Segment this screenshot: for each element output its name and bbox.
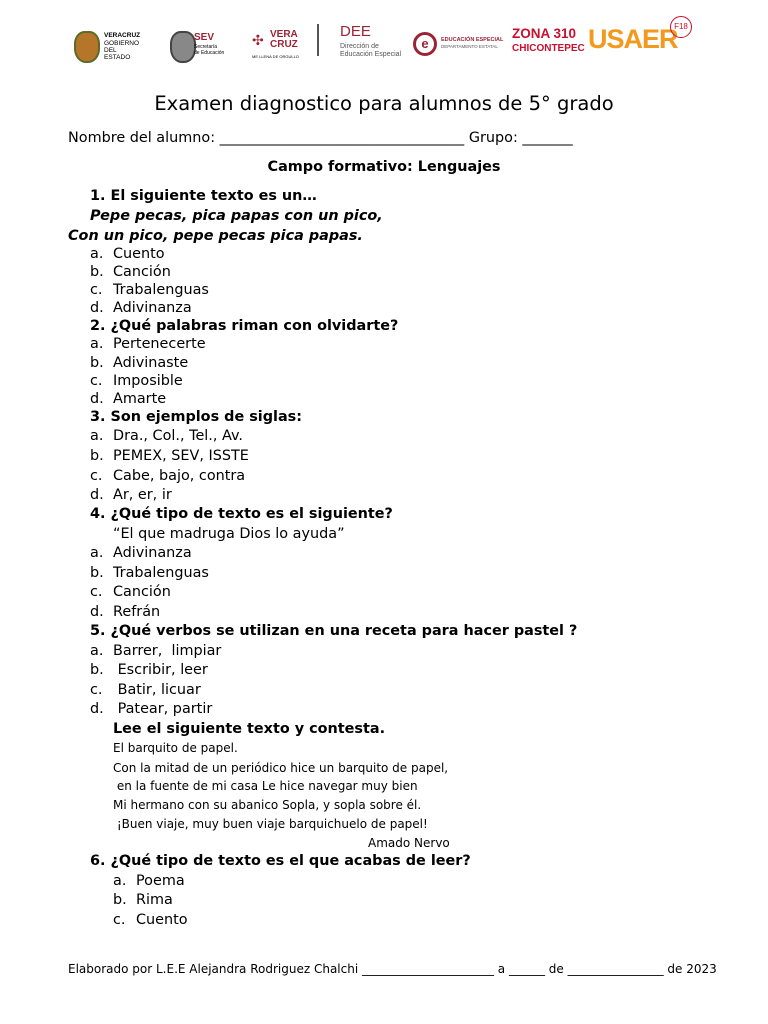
poem-line-5: ¡Buen viaje, muy buen viaje barquichuelo de papel!: [113, 817, 428, 831]
dee-title: DEE: [340, 23, 371, 40]
question-6: 6. ¿Qué tipo de texto es el que acabas de leer?: [90, 853, 471, 869]
option-letter: c.: [90, 682, 103, 698]
usaer-logo: [588, 16, 694, 62]
page-title: Examen diagnostico para alumnos de 5° grado: [154, 92, 614, 115]
vera-cruz-logo: [252, 28, 302, 64]
q4-option-a[interactable]: [90, 545, 192, 561]
veracruz-seal-icon: [74, 31, 100, 63]
option-text: Trabalenguas: [113, 565, 209, 581]
option-letter: b.: [90, 264, 104, 280]
zona-line2: CHICONTEPEC: [512, 43, 585, 54]
dee-line2: Educación Especial: [340, 51, 402, 58]
option-letter: b.: [113, 892, 127, 908]
poem-line-2: Con la mitad de un periódico hice un barquito de papel,: [113, 761, 449, 775]
q1-option-a[interactable]: [90, 246, 165, 262]
option-text: Barrer, limpiar: [113, 643, 222, 659]
ee-line1: EDUCACIÓN ESPECIAL: [441, 37, 504, 43]
zona-line1: ZONA 310: [512, 26, 577, 41]
campo-formativo: Campo formativo: Lenguajes: [267, 159, 501, 175]
option-text: Amarte: [113, 391, 167, 407]
q6-option-a[interactable]: [113, 873, 185, 889]
sev-line2: de Educación: [194, 50, 225, 56]
q2-option-d[interactable]: [90, 391, 166, 407]
q3-option-a[interactable]: [90, 428, 243, 444]
zona-logo: [511, 26, 587, 58]
cross-icon: ✣: [252, 33, 264, 49]
option-text: PEMEX, SEV, ISSTE: [113, 448, 249, 464]
option-text: Escribir, leer: [113, 662, 208, 678]
q3-option-c[interactable]: [90, 468, 245, 484]
option-letter: b.: [90, 565, 104, 581]
question-3: 3. Son ejemplos de siglas:: [90, 409, 302, 425]
q1-verse-2: Con un pico, pepe pecas pica papas.: [68, 228, 363, 244]
option-letter: d.: [90, 701, 104, 717]
option-letter: a.: [113, 873, 127, 889]
question-1: 1. El siguiente texto es un…: [90, 188, 317, 204]
ee-emblem-icon: e: [413, 32, 437, 56]
option-text: Canción: [113, 584, 171, 600]
sev-title: SEV: [194, 32, 215, 43]
poem-author: Amado Nervo: [368, 836, 450, 850]
question-4: 4. ¿Qué tipo de texto es el siguiente?: [90, 506, 393, 522]
option-letter: a.: [90, 643, 104, 659]
q3-option-b[interactable]: [90, 448, 249, 464]
q1-option-c[interactable]: [90, 282, 209, 298]
sev-line1: Secretaría: [194, 44, 218, 50]
usaer-text: USAER: [588, 24, 678, 54]
educacion-especial-logo: [413, 32, 507, 58]
veracruz-logo: [74, 28, 144, 62]
dee-line1: Dirección de: [340, 43, 379, 50]
veracruz-line3: DEL ESTADO: [104, 47, 131, 61]
option-text: Canción: [113, 264, 171, 280]
sev-seal-icon: [170, 31, 196, 63]
q2-option-c[interactable]: [90, 373, 183, 389]
poem-line-1: El barquito de papel.: [113, 741, 238, 755]
vera-line1: VERA: [270, 29, 298, 40]
option-text: Ar, er, ir: [113, 487, 172, 503]
q2-option-a[interactable]: [90, 336, 206, 352]
ee-line2: DEPARTAMENTO ESTATAL: [441, 44, 498, 49]
option-letter: b.: [90, 448, 104, 464]
option-letter: a.: [90, 428, 104, 444]
option-text: Cuento: [113, 246, 165, 262]
q1-verse-1: Pepe pecas, pica papas con un pico,: [90, 208, 383, 224]
option-letter: a.: [90, 545, 104, 561]
footer-credits: Elaborado por L.E.E Alejandra Rodriguez Chalchi ______________________ a ______ de ________________ de 2023: [68, 962, 717, 976]
option-text: Adivinanza: [113, 300, 192, 316]
option-letter: c.: [90, 584, 103, 600]
option-letter: c.: [113, 912, 126, 928]
option-text: Cuento: [136, 912, 188, 928]
question-2: 2. ¿Qué palabras riman con olvidarte?: [90, 318, 399, 334]
option-letter: d.: [90, 391, 104, 407]
veracruz-line2: GOBIERNO: [104, 40, 140, 47]
option-text: Refrán: [113, 604, 161, 620]
q5-option-d[interactable]: [90, 701, 212, 717]
q4-option-d[interactable]: [90, 604, 160, 620]
option-text: Trabalenguas: [113, 282, 209, 298]
vera-line2: CRUZ: [270, 39, 298, 50]
q1-option-b[interactable]: [90, 264, 171, 280]
q6-option-b[interactable]: [113, 892, 173, 908]
option-text: Poema: [136, 873, 185, 889]
option-letter: b.: [90, 355, 104, 371]
q5-option-a[interactable]: [90, 643, 221, 659]
dee-logo: [340, 24, 412, 62]
sev-logo: [170, 28, 230, 62]
option-text: Adivinanza: [113, 545, 192, 561]
option-letter: d.: [90, 604, 104, 620]
q1-option-d[interactable]: [90, 300, 192, 316]
q2-option-b[interactable]: [90, 355, 188, 371]
q3-option-d[interactable]: [90, 487, 172, 503]
q5-option-c[interactable]: [90, 682, 201, 698]
q6-option-c[interactable]: [113, 912, 188, 928]
option-text: Dra., Col., Tel., Av.: [113, 428, 244, 444]
option-letter: a.: [90, 336, 104, 352]
header-divider: [317, 24, 319, 56]
option-letter: c.: [90, 282, 103, 298]
q4-option-c[interactable]: [90, 584, 171, 600]
option-text: Batir, licuar: [113, 682, 201, 698]
poem-line-3: en la fuente de mi casa Le hice navegar muy bien: [113, 779, 418, 793]
option-letter: a.: [90, 246, 104, 262]
veracruz-line1: VERACRUZ: [104, 32, 141, 39]
poem-line-4: Mi hermano con su abanico Sopla, y sopla sobre él.: [113, 798, 422, 812]
option-text: Imposible: [113, 373, 183, 389]
question-5: 5. ¿Qué verbos se utilizan en una receta para hacer pastel ?: [90, 623, 578, 639]
option-text: Adivinaste: [113, 355, 189, 371]
student-name-line: Nombre del alumno: __________________________________ Grupo: _______: [68, 130, 573, 146]
usaer-badge: F18: [670, 16, 692, 38]
q4-quote: “El que madruga Dios lo ayuda”: [113, 526, 345, 542]
option-letter: d.: [90, 300, 104, 316]
q4-option-b[interactable]: [90, 565, 209, 581]
vera-sub: ME LLENA DE ORGULLO: [252, 54, 299, 59]
option-letter: b.: [90, 662, 104, 678]
option-text: Cabe, bajo, contra: [113, 468, 246, 484]
option-text: Patear, partir: [113, 701, 213, 717]
reading-instruction: Lee el siguiente texto y contesta.: [113, 721, 386, 737]
option-letter: c.: [90, 468, 103, 484]
option-letter: c.: [90, 373, 103, 389]
option-letter: d.: [90, 487, 104, 503]
q5-option-b[interactable]: [90, 662, 208, 678]
option-text: Pertenecerte: [113, 336, 206, 352]
option-text: Rima: [136, 892, 173, 908]
